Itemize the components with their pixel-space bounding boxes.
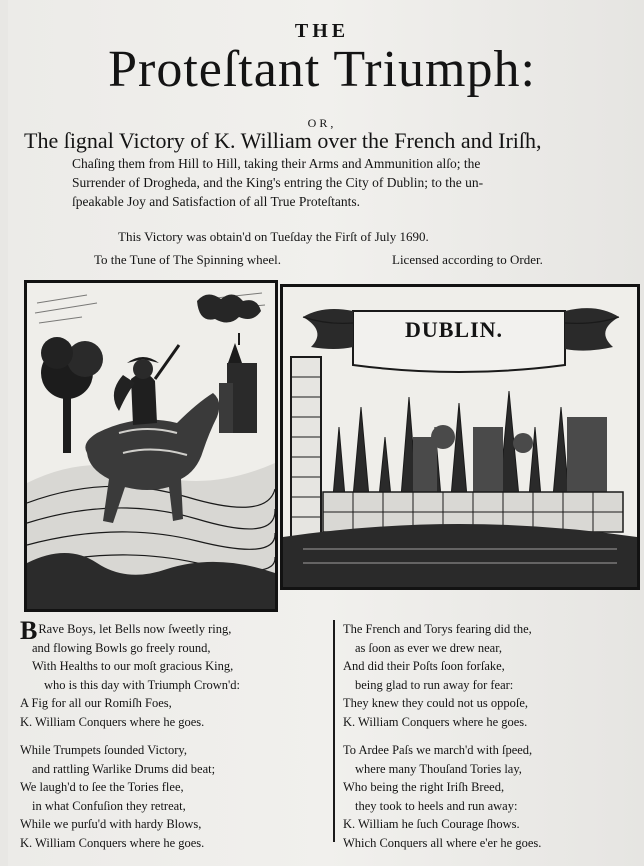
horseman-illustration [27, 283, 275, 609]
verse-text: K. William Conquers where he goes. [20, 835, 205, 850]
stanza-gap [20, 731, 330, 741]
verse-text: To Ardee Paſs we march'd with ſpeed, [343, 743, 533, 757]
verse-text: and rattling Warlike Drums did beat; [32, 761, 216, 776]
verse-line [20, 713, 330, 732]
verse-text: and flowing Bowls go freely round, [32, 640, 211, 655]
verse-line [343, 815, 643, 834]
verse-line [20, 657, 330, 676]
verse-text: K. William Conquers where he goes. [20, 714, 205, 729]
subtitle-line-1: Chaſing them from Hill to Hill, taking their Arms and Ammunition alſo; the [72, 156, 481, 171]
dublin-banner-label: DUBLIN. [404, 317, 504, 342]
license-line: Licensed according to Order. [392, 252, 543, 267]
verse-text: being glad to run away for fear: [355, 677, 514, 692]
subtitle-line-2: Surrender of Drogheda, and the King's entring the City of Dublin; to the un- [72, 175, 484, 190]
verse-text: And did their Poſts ſoon forſake, [343, 659, 505, 673]
verse-text: K. William he ſuch Courage ſhows. [343, 817, 520, 831]
verse-line [343, 797, 643, 816]
verse-line [343, 694, 643, 713]
verse-text: as ſoon as ever we drew near, [355, 640, 503, 655]
verse-line [343, 713, 643, 732]
date-line: This Victory was obtain'd on Tueſday the Firſt of July 1690. [118, 229, 429, 244]
verse-line [343, 676, 643, 695]
verse-text: they took to heels and run away: [355, 798, 518, 813]
verse-text: Which Conquers all where e'er he goes. [343, 835, 542, 850]
signal-victory-line: The ſignal Victory of K. William over the French and Iriſh, [24, 128, 542, 153]
verse-text: While we purſu'd with hardy Blows, [20, 817, 202, 831]
verse-line [20, 778, 330, 797]
verse-line [20, 616, 330, 645]
verse-line [20, 834, 330, 853]
verse-column-right [343, 620, 643, 852]
verse-line [343, 760, 643, 779]
verse-text: where many Thouſand Tories lay, [355, 761, 522, 776]
verse-line [343, 778, 643, 797]
verse-text: who is this day with Triumph Crown'd: [44, 677, 241, 692]
tune-line: To the Tune of The Spinning wheel. [94, 252, 281, 267]
verse-line [20, 694, 330, 713]
verse-column-left [20, 616, 330, 852]
header-or: OR, [307, 116, 337, 130]
verse-text: The French and Torys fearing did the, [343, 622, 532, 636]
verse-line [343, 620, 643, 639]
verse-text: While Trumpets ſounded Victory, [20, 743, 187, 757]
verse-line [20, 741, 330, 760]
verse-text: Who being the right Iriſh Breed, [343, 780, 505, 794]
verse-text: Rave Boys, let Bells now ſweetly ring, [38, 622, 232, 636]
drop-cap: B [20, 616, 38, 645]
verse-line [343, 834, 643, 853]
verse-line [20, 815, 330, 834]
header-the: THE [294, 20, 350, 42]
verse-line [20, 639, 330, 658]
verse-line [20, 676, 330, 695]
stanza-gap [343, 731, 643, 741]
verse-text: With Healths to our moſt gracious King, [32, 659, 234, 673]
verse-text: We laugh'd to ſee the Tories flee, [20, 780, 184, 794]
page-title: Proteſtant Triumph: [108, 41, 536, 98]
verse-text: A Fig for all our Romiſh Foes, [20, 696, 172, 710]
verse-line [20, 760, 330, 779]
verse-line [343, 657, 643, 676]
verse-text: K. William Conquers where he goes. [343, 714, 528, 729]
woodcut-dublin-cityscape [280, 284, 640, 590]
verse-text: in what Confuſion they retreat, [32, 798, 186, 813]
verse-line [20, 797, 330, 816]
verse-line [343, 639, 643, 658]
verse-line [343, 741, 643, 760]
column-divider [333, 620, 335, 842]
subtitle-line-3: ſpeakable Joy and Satisfaction of all True Proteſtants. [72, 194, 360, 209]
verse-text: They knew they could not us oppoſe, [343, 696, 529, 710]
woodcut-king-on-horseback [24, 280, 278, 612]
